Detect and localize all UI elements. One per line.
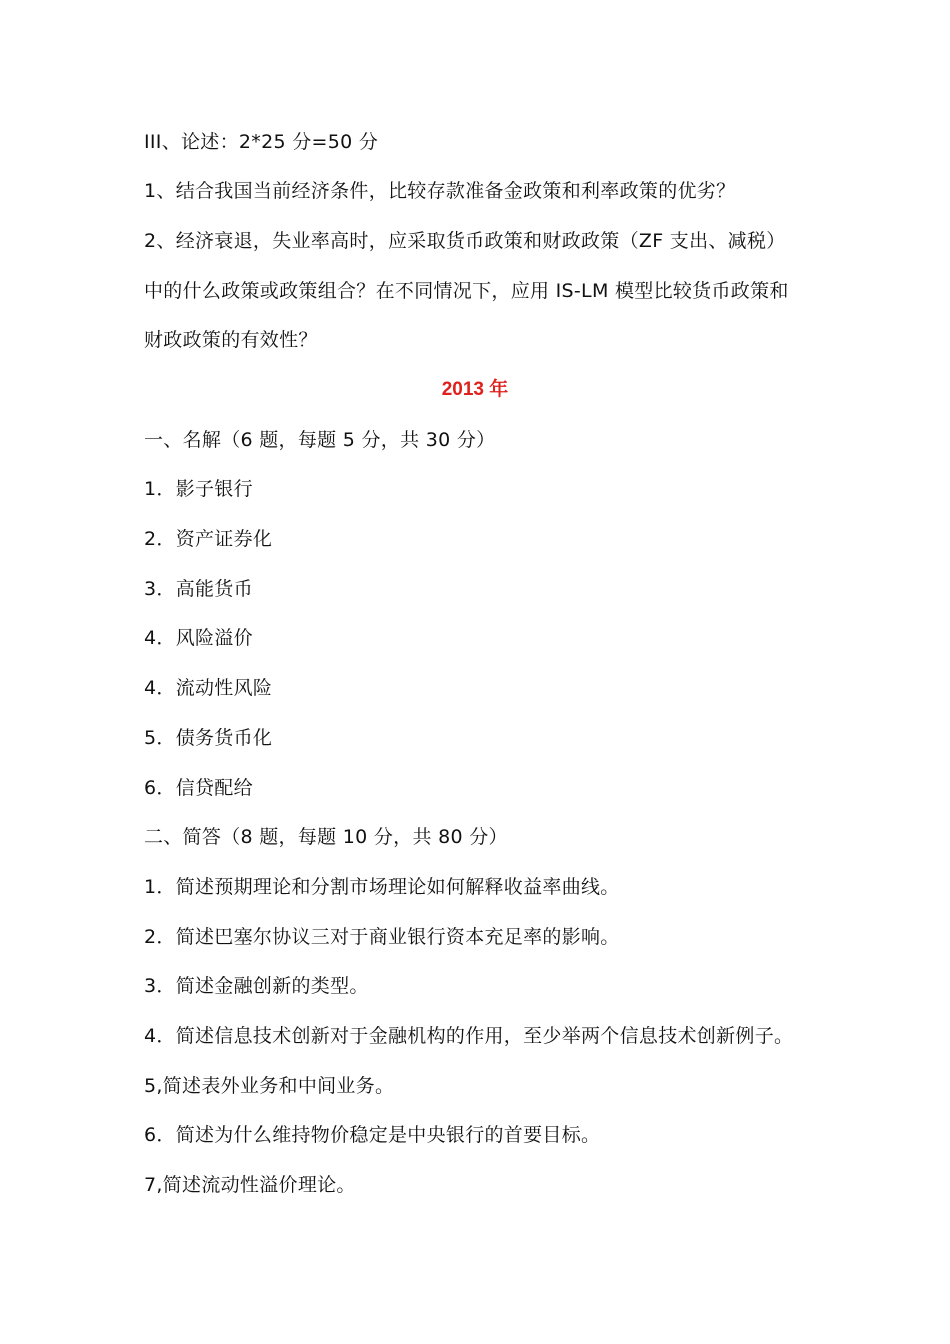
term-item: 3．高能货币 bbox=[144, 578, 253, 600]
essay-section-heading: III、论述：2*25 分=50 分 bbox=[144, 131, 379, 153]
year-heading: 2013 年 bbox=[441, 379, 509, 400]
term-item: 5．债务货币化 bbox=[144, 727, 273, 749]
essay-question-1: 1、结合我国当前经济条件，比较存款准备金政策和利率政策的优劣？ bbox=[144, 180, 736, 202]
term-item: 2．资产证券化 bbox=[144, 528, 273, 550]
short-answer-item: 7,简述流动性溢价理论。 bbox=[144, 1174, 356, 1196]
short-answer-item: 5,简述表外业务和中间业务。 bbox=[144, 1075, 395, 1097]
term-item: 4．流动性风险 bbox=[144, 677, 273, 699]
short-answer-item: 1．简述预期理论和分割市场理论如何解释收益率曲线。 bbox=[144, 876, 620, 898]
term-item: 1．影子银行 bbox=[144, 478, 253, 500]
short-answer-section-heading: 二、简答（8 题，每题 10 分，共 80 分） bbox=[144, 826, 508, 848]
essay-question-2-line-3: 财政政策的有效性？ bbox=[144, 329, 318, 351]
essay-question-2-line-1: 2、经济衰退，失业率高时，应采取货币政策和财政政策（ZF 支出、减税） bbox=[144, 230, 786, 252]
term-item: 4．风险溢价 bbox=[144, 627, 253, 649]
short-answer-item: 4．简述信息技术创新对于金融机构的作用，至少举两个信息技术创新例子。 bbox=[144, 1025, 794, 1047]
essay-question-2-line-2: 中的什么政策或政策组合？在不同情况下，应用 IS-LM 模型比较货币政策和 bbox=[144, 280, 789, 302]
term-item: 6．信贷配给 bbox=[144, 777, 253, 799]
short-answer-item: 2．简述巴塞尔协议三对于商业银行资本充足率的影响。 bbox=[144, 926, 620, 948]
short-answer-item: 3．简述金融创新的类型。 bbox=[144, 975, 369, 997]
short-answer-item: 6．简述为什么维持物价稳定是中央银行的首要目标。 bbox=[144, 1124, 601, 1146]
terms-section-heading: 一、名解（6 题，每题 5 分，共 30 分） bbox=[144, 429, 496, 451]
